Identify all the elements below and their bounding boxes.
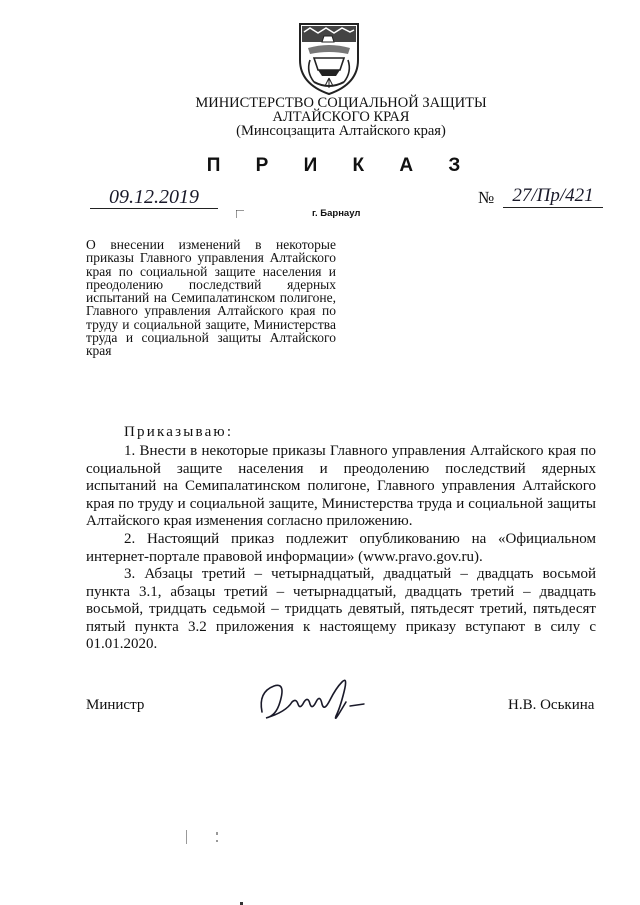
body-paragraph-3 — [86, 566, 596, 654]
handwritten-signature — [256, 672, 376, 732]
body-paragraph-1 — [86, 443, 596, 531]
signatory-name: Н.В. Оськина — [508, 697, 595, 713]
signatory-position: Министр — [86, 697, 145, 713]
order-word: Приказываю: — [124, 424, 234, 440]
document-title: П Р И К А З — [206, 155, 476, 176]
body-paragraph-2 — [86, 531, 596, 566]
body-paragraph-text: 3. Абзацы третий – четырнадцатый, двадцатый – двадцать восьмой пункта 3.1, абзацы третий – четырнадцатый, двадцать третий – двадцать восьмой, тридцать седьмой – тридцать девятый, пятьдесят третий, пятьдесят пятый пункта 3.2 приложения к настоящему приказу вступают в силу с 01.01.2020. — [86, 566, 596, 653]
ministry-region: АЛТАЙСКОГО КРАЯ — [272, 109, 410, 125]
body-paragraph-text: 1. Внести в некоторые приказы Главного управления Алтайского края по социальной защите населения и преодолению последствий ядерных испытаний на Семипалатинском полигоне, Главного управления Алтайского края по труду и социальной защите, Министерства труда и социальной защиты Алтайского края изменения согласно приложению. — [86, 443, 596, 530]
scan-speck — [186, 830, 187, 844]
ministry-short-name: (Минсоцзащита Алтайского края) — [236, 123, 446, 139]
altai-krai-emblem — [296, 20, 362, 96]
document-subject: О внесении изменений в некоторые приказы Главного управления Алтайского края по социальной защите населения и преодолению последствий ядерных испытаний на Семипалатинском полигоне, Главного управления Алтайского края по труду и социальной защите, Министерства труда и социальной защиты Алтайского края — [86, 237, 336, 359]
document-number-sign: № — [478, 188, 495, 207]
corner-mark — [236, 210, 244, 218]
document-date: 09.12.2019 — [90, 186, 218, 209]
scan-speck — [216, 840, 218, 842]
body-paragraph-text: 2. Настоящий приказ подлежит опубликованию на «Официальном интернет-портале правовой информации» (www.pravo.gov.ru). — [86, 531, 596, 565]
ministry-name: МИНИСТЕРСТВО СОЦИАЛЬНОЙ ЗАЩИТЫ — [195, 95, 487, 111]
scan-speck — [216, 832, 218, 835]
document-number: 27/Пр/421 — [503, 185, 603, 208]
document-city: г. Барнаул — [312, 208, 361, 219]
